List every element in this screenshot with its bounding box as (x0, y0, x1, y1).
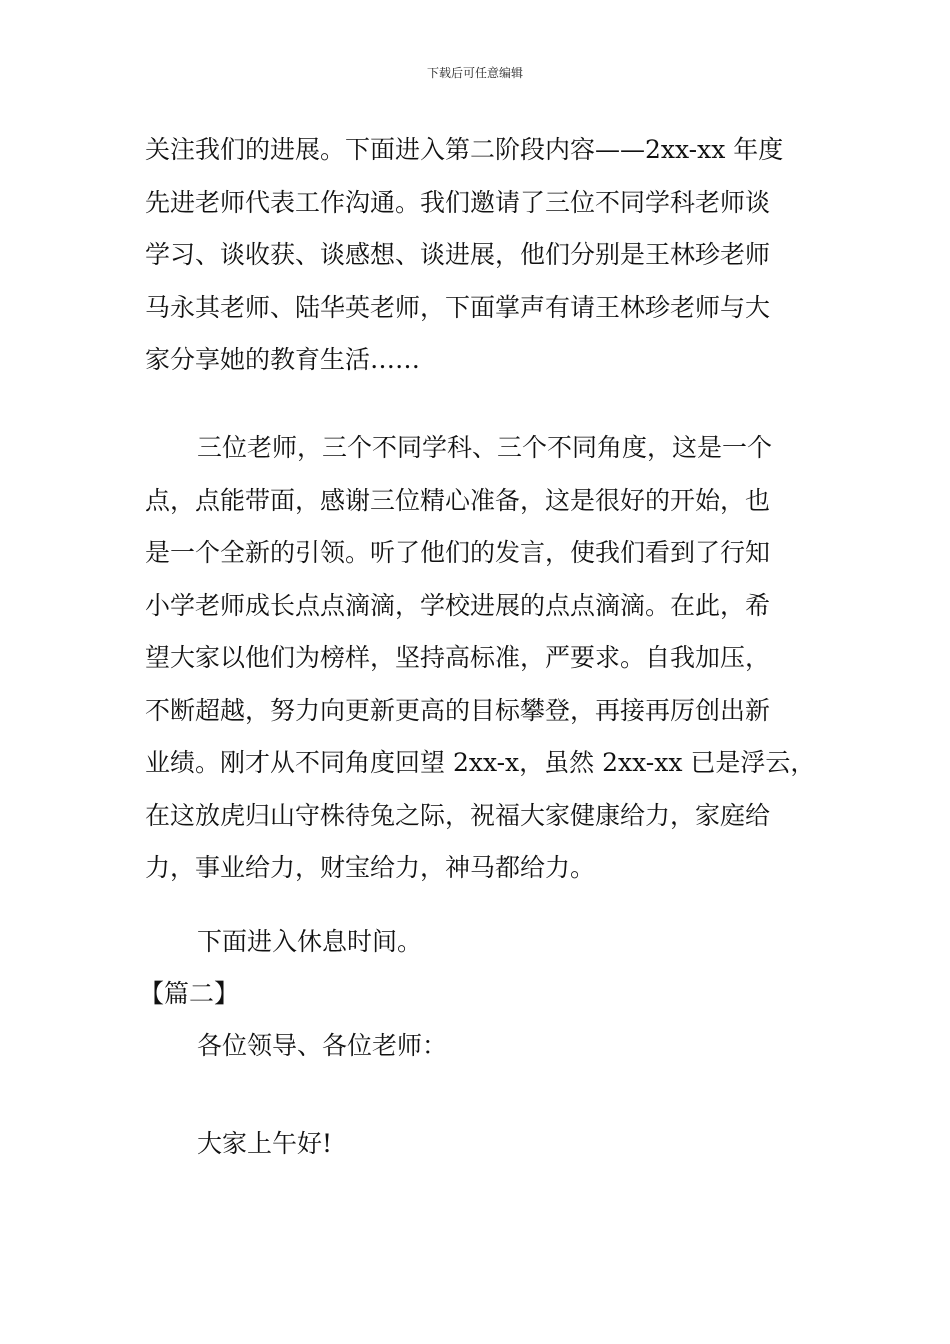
section-heading (139, 968, 819, 1021)
paragraph-2-line: 望大家以他们为榜样，坚持高标准，严要求。自我加压， (145, 643, 771, 672)
paragraph-2-line: 在这放虎归山守株待兔之际，祝福大家健康给力，家庭给 (145, 800, 771, 830)
paragraph-1-line: 家分享她的教育生活…… (145, 345, 421, 374)
paragraph-3-line: 下面进入休息时间。 (197, 927, 423, 956)
paragraph-1 (145, 124, 825, 387)
salutation (145, 1118, 825, 1171)
paragraph-1-line: 关注我们的进展。下面进入第二阶段内容——2xx-xx 年度 (145, 135, 784, 164)
greeting (145, 1020, 825, 1073)
paragraph-1-line: 学习、谈收获、谈感想、谈进展，他们分别是王林珍老师 (145, 240, 771, 269)
paragraph-2-line: 三位老师，三个不同学科、三个不同角度，这是一个 (197, 433, 773, 462)
paragraph-2-line: 是一个全新的引领。听了他们的发言，使我们看到了行知 (145, 538, 771, 567)
paragraph-1-line: 马永其老师、陆华英老师，下面掌声有请王林珍老师与大 (145, 292, 771, 322)
paragraph-3 (145, 916, 825, 969)
paragraph-2-line: 力，事业给力，财宝给力，神马都给力。 (145, 853, 596, 882)
paragraph-2-line: 小学老师成长点点滴滴，学校进展的点点滴滴。在此，希 (145, 590, 771, 620)
paragraph-2 (145, 422, 825, 895)
section-heading-text: 【篇二】 (139, 979, 240, 1008)
greeting-text: 各位领导、各位老师： (197, 1031, 448, 1060)
paragraph-1-line: 先进老师代表工作沟通。我们邀请了三位不同学科老师谈 (145, 187, 771, 217)
paragraph-2-line: 不断超越，努力向更新更高的目标攀登，再接再厉创出新 (145, 695, 771, 725)
paragraph-2-line: 业绩。刚才从不同角度回望 2xx-x，虽然 2xx-xx 已是浮云， (145, 748, 816, 777)
page-header: 下载后可任意编辑 (426, 66, 523, 80)
salutation-text: 大家上午好! (197, 1129, 333, 1158)
paragraph-2-line: 点，点能带面，感谢三位精心准备，这是很好的开始，也 (145, 485, 771, 515)
